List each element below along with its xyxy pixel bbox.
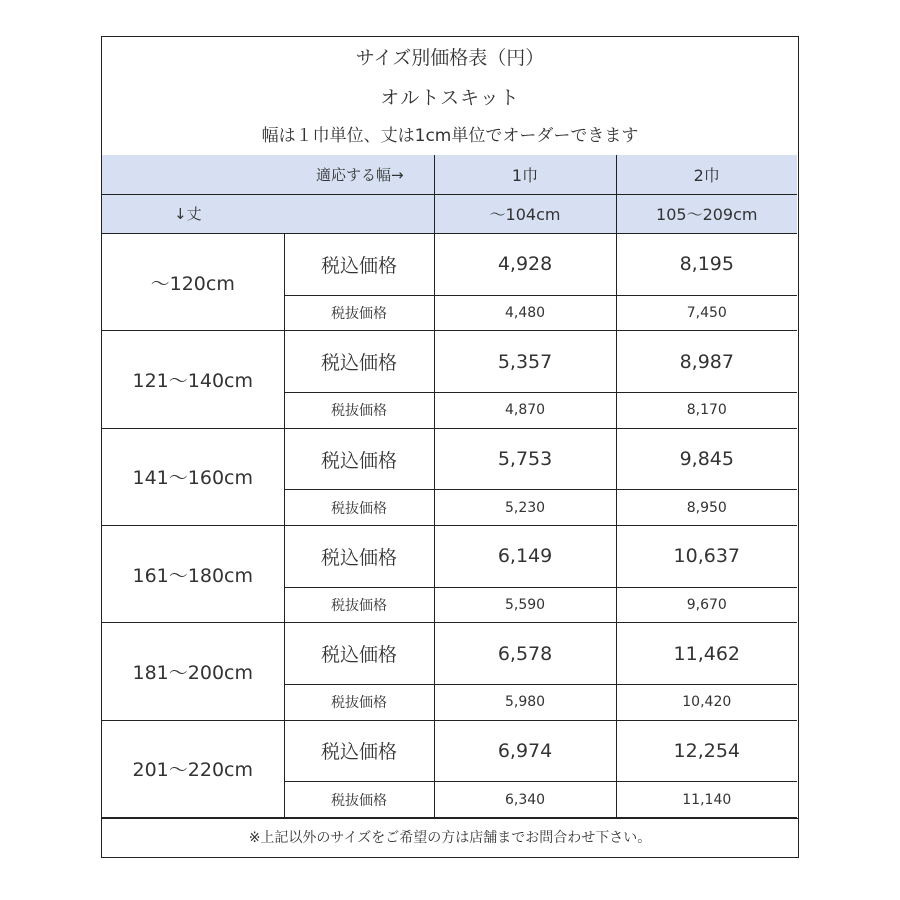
height-label: 〜120cm <box>102 234 284 331</box>
height-label: 161〜180cm <box>102 525 284 622</box>
height-header-label: ↓丈 <box>102 194 434 234</box>
height-label: 141〜160cm <box>102 428 284 525</box>
column-range-2haba: 105〜209cm <box>616 194 797 234</box>
price-excl-1haba: 4,480 <box>434 295 616 330</box>
table-titles <box>102 37 798 155</box>
price-incl-2haba: 10,637 <box>616 525 797 587</box>
price-incl-2haba: 8,195 <box>616 234 797 296</box>
order-note: 幅は１巾単位、丈は1cm単位でオーダーできます <box>261 126 639 146</box>
price-incl-2haba: 12,254 <box>616 720 797 782</box>
price-excl-1haba: 5,590 <box>434 587 616 622</box>
height-label: 181〜200cm <box>102 623 284 720</box>
tax-included-label: 税込価格 <box>284 720 434 782</box>
price-excl-1haba: 6,340 <box>434 782 616 818</box>
product-name: オルトスキット <box>380 87 520 109</box>
table-row <box>102 428 797 490</box>
price-excl-2haba: 8,170 <box>616 393 797 428</box>
price-excl-2haba: 9,670 <box>616 587 797 622</box>
price-table-sheet <box>101 36 799 858</box>
tax-excluded-label: 税抜価格 <box>284 490 434 525</box>
tax-excluded-label: 税抜価格 <box>284 782 434 818</box>
tax-excluded-label: 税抜価格 <box>284 587 434 622</box>
tax-excluded-label: 税抜価格 <box>284 295 434 330</box>
tax-included-label: 税込価格 <box>284 428 434 490</box>
price-incl-1haba: 5,357 <box>434 331 616 393</box>
price-excl-1haba: 5,980 <box>434 685 616 720</box>
table-row <box>102 234 797 296</box>
footnote: ※上記以外のサイズをご希望の方は店舗までお問合わせ下さい。 <box>102 818 798 857</box>
price-incl-1haba: 6,578 <box>434 623 616 685</box>
price-excl-2haba: 11,140 <box>616 782 797 818</box>
tax-excluded-label: 税抜価格 <box>284 685 434 720</box>
tax-excluded-label: 税抜価格 <box>284 393 434 428</box>
tax-included-label: 税込価格 <box>284 623 434 685</box>
table-row <box>102 525 797 587</box>
table-row <box>102 720 797 782</box>
price-excl-2haba: 7,450 <box>616 295 797 330</box>
price-incl-1haba: 6,974 <box>434 720 616 782</box>
tax-included-label: 税込価格 <box>284 234 434 296</box>
tax-included-label: 税込価格 <box>284 331 434 393</box>
price-excl-2haba: 10,420 <box>616 685 797 720</box>
tax-included-label: 税込価格 <box>284 525 434 587</box>
table-row <box>102 331 797 393</box>
header-row-ranges <box>102 194 797 234</box>
table-row <box>102 623 797 685</box>
height-label: 121〜140cm <box>102 331 284 428</box>
price-excl-1haba: 4,870 <box>434 393 616 428</box>
height-label: 201〜220cm <box>102 720 284 817</box>
column-range-1haba: 〜104cm <box>434 194 616 234</box>
width-header-label: 適応する幅→ <box>102 155 434 194</box>
price-excl-1haba: 5,230 <box>434 490 616 525</box>
price-incl-2haba: 9,845 <box>616 428 797 490</box>
price-incl-1haba: 5,753 <box>434 428 616 490</box>
column-header-2haba: 2巾 <box>616 155 797 194</box>
price-incl-1haba: 4,928 <box>434 234 616 296</box>
price-incl-1haba: 6,149 <box>434 525 616 587</box>
price-table <box>102 155 797 818</box>
price-excl-2haba: 8,950 <box>616 490 797 525</box>
price-incl-2haba: 8,987 <box>616 331 797 393</box>
header-row-names <box>102 155 797 194</box>
price-incl-2haba: 11,462 <box>616 623 797 685</box>
column-header-1haba: 1巾 <box>434 155 616 194</box>
table-title: サイズ別価格表（円） <box>355 47 545 69</box>
